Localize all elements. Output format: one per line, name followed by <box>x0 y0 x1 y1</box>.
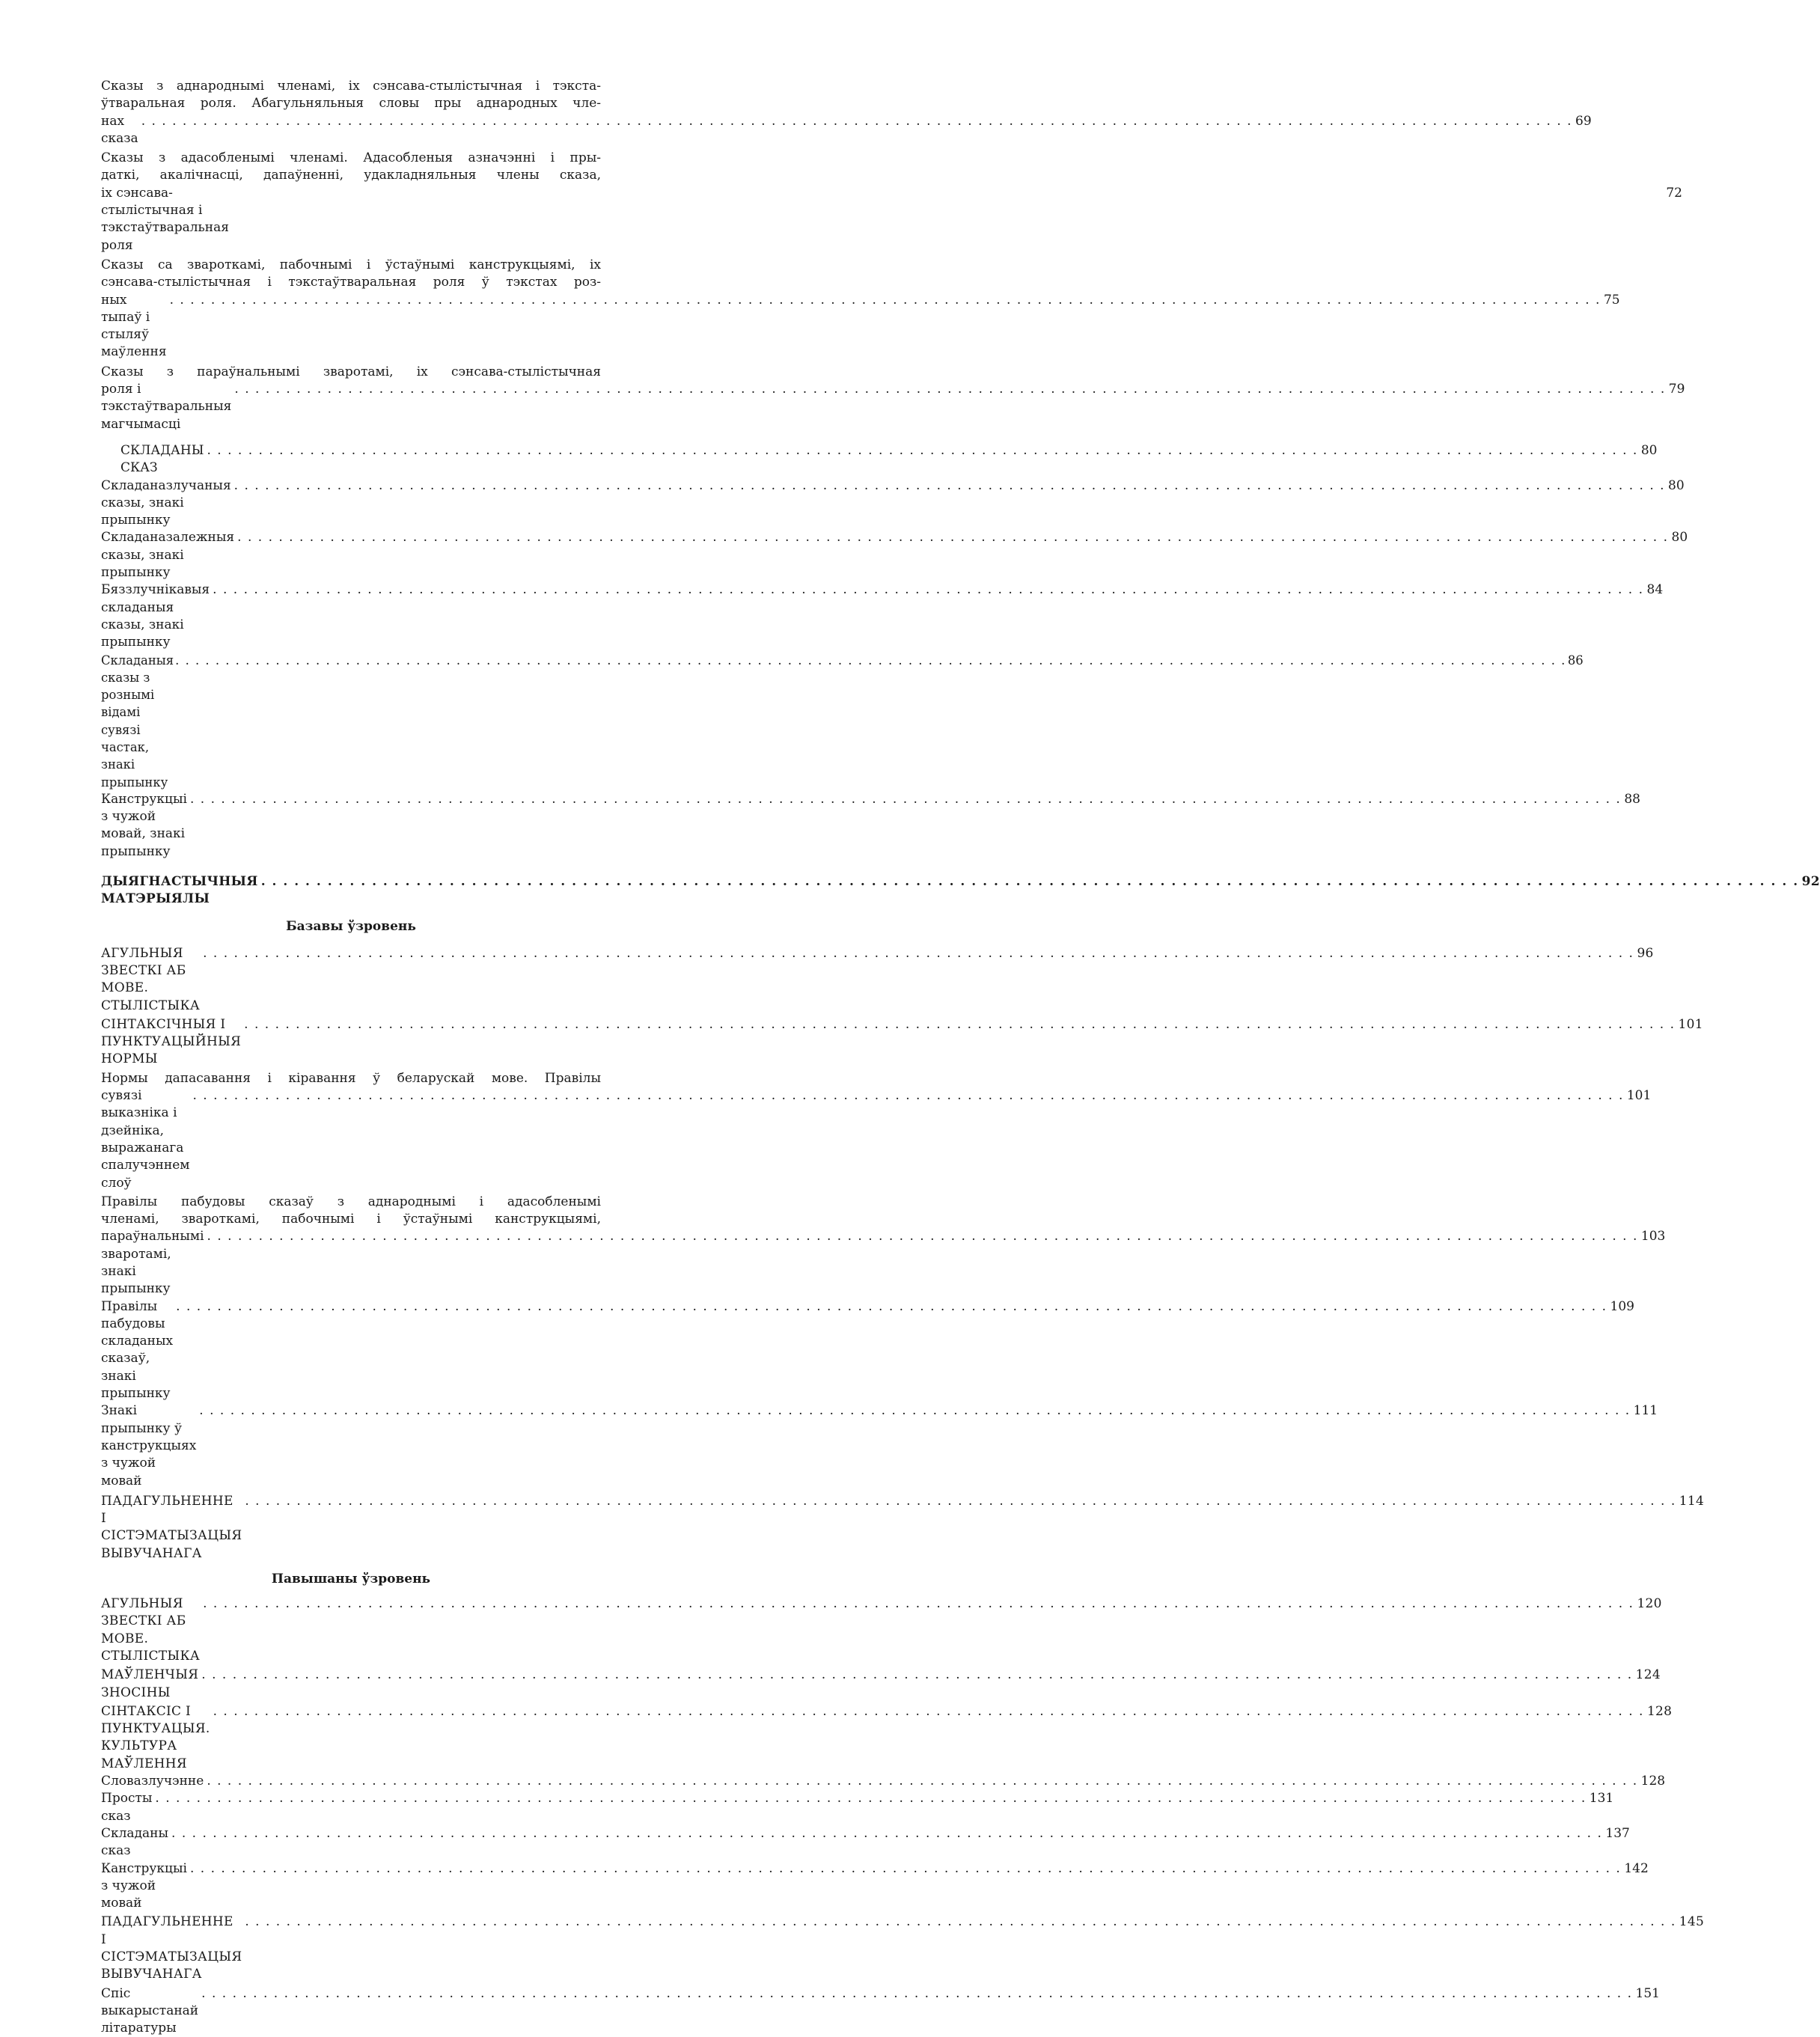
toc-entry[interactable] <box>101 1016 1703 1069</box>
toc-page-number: 114 <box>1679 1493 1705 1509</box>
toc-entry[interactable] <box>101 442 1658 477</box>
dot-leader <box>176 1298 1607 1316</box>
toc-page-number: 79 <box>1668 382 1685 397</box>
toc-entry[interactable] <box>101 945 1654 1015</box>
section-heading: Павышаны ўзровень <box>271 1572 431 1587</box>
toc-page-number: 75 <box>1603 292 1620 308</box>
dot-leader <box>190 1860 1621 1878</box>
toc-entry-line: параўнальнымі зваротамі, знакі прыпынку <box>101 1229 204 1297</box>
toc-entry-line: даткі, акалічнасці, дапаўненні, удакладняльныя члены сказа, <box>101 168 601 183</box>
dot-leader <box>207 1228 1638 1245</box>
dot-leader <box>190 791 1621 808</box>
toc-page-number: 145 <box>1679 1914 1705 1930</box>
toc-entry[interactable] <box>101 1790 1614 1825</box>
toc-entry-title: Складаныя сказы з рознымі відамі сувязі частак, знакі прыпынку <box>101 653 174 790</box>
dot-leader <box>245 1914 1676 1931</box>
toc-entry-line: членамі, звароткамі, пабочнымі і ўстаўнымі канструкцыямі, <box>101 1212 601 1227</box>
toc-entry-line: Сказы з аднароднымі членамі, іх сэнсава-стылістычная і тэкста- <box>101 79 601 94</box>
dot-leader <box>207 442 1637 459</box>
toc-page-number: 128 <box>1640 1774 1666 1789</box>
dot-leader <box>170 292 1601 309</box>
toc-entry[interactable] <box>101 364 1685 433</box>
toc-entry-line: ўтваральная роля. Абагульняльныя словы пры аднародных чле- <box>101 96 601 112</box>
toc-entry[interactable] <box>101 1595 1662 1665</box>
toc-entry-title: Просты сказ <box>101 1791 153 1824</box>
toc-entry-title: ПАДАГУЛЬНЕННЕ І СІСТЭМАТЫЗАЦЫЯ ВЫВУЧАНАГА <box>101 1914 242 1982</box>
toc-entry[interactable] <box>101 477 1685 530</box>
table-of-contents <box>101 78 1820 2037</box>
toc-page-number: 101 <box>1678 1016 1703 1032</box>
toc-entry[interactable] <box>101 1773 1666 1790</box>
dot-leader <box>207 1773 1637 1790</box>
toc-page-number: 120 <box>1637 1596 1662 1612</box>
toc-entry[interactable] <box>101 1667 1661 1702</box>
dot-leader <box>261 873 1799 891</box>
toc-entry[interactable] <box>101 257 1620 361</box>
toc-entry[interactable] <box>101 1914 1705 1983</box>
toc-entry-title: Бяззлучнікавыя складаныя сказы, знакі прыпынку <box>101 582 210 650</box>
toc-entry-line: Сказы з параўнальнымі зваротамі, іх сэнсава-стылістычная <box>101 364 601 379</box>
toc-page-number: 111 <box>1633 1403 1658 1419</box>
toc-entry-title: Спіс выкарыстанай літаратуры <box>101 1985 199 2036</box>
toc-page-number: 86 <box>1567 653 1584 668</box>
toc-entry-title: ДЫЯГНАСТЫЧНЫЯ МАТЭРЫЯЛЫ <box>101 874 258 907</box>
toc-entry-line: ных тыпаў і стыляў маўлення <box>101 292 167 360</box>
dot-leader <box>193 1087 1624 1105</box>
dot-leader <box>213 581 1643 599</box>
toc-entry-line: роля і тэкстаўтваральныя магчымасці <box>101 382 232 432</box>
dot-leader <box>175 652 1566 669</box>
toc-entry-title: МАЎЛЕНЧЫЯ ЗНОСІНЫ <box>101 1667 199 1700</box>
toc-entry[interactable] <box>101 652 1584 791</box>
dot-leader <box>213 1703 1644 1720</box>
toc-page-number: 103 <box>1640 1229 1666 1245</box>
toc-page-number: 80 <box>1640 442 1658 458</box>
toc-entry[interactable] <box>101 1985 1660 2037</box>
dot-leader <box>201 1667 1632 1684</box>
toc-entry[interactable] <box>101 1070 1652 1192</box>
toc-page-number: 80 <box>1668 477 1685 493</box>
dot-leader <box>234 477 1665 495</box>
dot-leader <box>203 1595 1634 1613</box>
dot-leader <box>199 1402 1630 1420</box>
toc-entry[interactable] <box>101 1298 1634 1403</box>
toc-entry[interactable] <box>101 1825 1630 1860</box>
dot-leader <box>141 113 1572 130</box>
toc-entry-line: сувязі выказніка і дзейніка, выражанага спалучэннем слоў <box>101 1088 190 1191</box>
toc-entry[interactable] <box>101 78 1592 147</box>
dot-leader <box>245 1493 1676 1510</box>
toc-entry-title: Канструкцыі з чужой мовай, знакі прыпынку <box>101 791 187 859</box>
toc-entry[interactable] <box>101 791 1640 861</box>
toc-entry[interactable] <box>101 1402 1658 1489</box>
toc-entry-line: сэнсава-стылістычная і тэкстаўтваральная роля ў тэкстах роз- <box>101 275 601 290</box>
toc-entry-line: іх сэнсава-стылістычная і тэкстаўтваральная роля <box>101 185 229 253</box>
toc-page-number: 151 <box>1635 1985 1660 2001</box>
toc-page-number: 131 <box>1589 1791 1614 1807</box>
toc-entry-line: Нормы дапасавання і кіравання ў беларускай мове. Правілы <box>101 1070 601 1086</box>
toc-entry-line: Правілы пабудовы сказаў з аднароднымі і адасобленымі <box>101 1194 601 1209</box>
section-heading: Базавы ўзровень <box>286 918 416 934</box>
toc-page-number: 101 <box>1626 1088 1652 1104</box>
toc-entry[interactable] <box>101 529 1688 581</box>
toc-page-number: 137 <box>1605 1825 1630 1841</box>
dot-leader <box>244 1016 1675 1033</box>
toc-entry[interactable] <box>101 1860 1649 1913</box>
toc-entry[interactable] <box>101 1194 1666 1298</box>
toc-entry-title: Складаназалежныя сказы, знакі прыпынку <box>101 530 235 581</box>
toc-page-number: 69 <box>1575 113 1592 129</box>
dot-leader <box>201 1985 1632 2003</box>
toc-entry[interactable] <box>101 1703 1673 1773</box>
dot-leader <box>234 381 1665 398</box>
toc-entry[interactable] <box>101 1493 1705 1563</box>
toc-entry-line: нах сказа <box>101 113 138 146</box>
toc-page-number: 96 <box>1637 945 1654 961</box>
toc-entry[interactable] <box>101 150 1682 254</box>
toc-entry-title: СІНТАКСІС І ПУНКТУАЦЫЯ. КУЛЬТУРА МАЎЛЕННЯ <box>101 1703 210 1771</box>
toc-entry-title: Складаны сказ <box>101 1825 169 1859</box>
dot-leader <box>203 945 1634 962</box>
dot-leader <box>171 1825 1602 1842</box>
toc-entry-title: Словазлучэнне <box>101 1774 204 1789</box>
toc-entry-title: СКЛАДАНЫ СКАЗ <box>120 442 204 476</box>
toc-entry-title: Складаназлучаныя сказы, знакі прыпынку <box>101 477 231 528</box>
dot-leader <box>155 1790 1586 1807</box>
toc-page-number: 80 <box>1671 530 1688 546</box>
toc-page-number: 109 <box>1610 1298 1634 1314</box>
toc-entry[interactable] <box>101 581 1664 651</box>
toc-entry-title: Правілы пабудовы складаных сказаў, знакі прыпынку <box>101 1298 174 1402</box>
toc-entry-title: АГУЛЬНЫЯ ЗВЕСТКІ АБ МОВЕ. СТЫЛІСТЫКА <box>101 945 201 1013</box>
toc-entry[interactable] <box>101 873 1820 908</box>
toc-entry-title: ПАДАГУЛЬНЕННЕ І СІСТЭМАТЫЗАЦЫЯ ВЫВУЧАНАГА <box>101 1493 242 1561</box>
toc-entry-title: Канструкцыі з чужой мовай <box>101 1860 187 1911</box>
toc-page-number: 142 <box>1624 1860 1649 1876</box>
toc-entry-line: Сказы з адасобленымі членамі. Адасобленыя азначэнні і пры- <box>101 150 601 166</box>
toc-page-number: 88 <box>1624 791 1640 807</box>
toc-entry-title: СІНТАКСІЧНЫЯ І ПУНКТУАЦЫЙНЫЯ НОРМЫ <box>101 1016 242 1067</box>
toc-page-number: 128 <box>1646 1703 1673 1719</box>
toc-entry-title: Знакі прыпынку ў канструкцыях з чужой мовай <box>101 1403 197 1488</box>
toc-entry-line: Сказы са звароткамі, пабочнымі і ўстаўнымі канструкцыямі, іх <box>101 257 601 272</box>
toc-entry-title: АГУЛЬНЫЯ ЗВЕСТКІ АБ МОВЕ. СТЫЛІСТЫКА <box>101 1596 201 1664</box>
toc-page-number: 92 <box>1801 874 1820 890</box>
toc-page-number: 124 <box>1635 1667 1661 1683</box>
toc-page-number: 84 <box>1646 582 1664 598</box>
dot-leader <box>237 529 1668 546</box>
toc-page-number: 72 <box>1666 185 1682 201</box>
